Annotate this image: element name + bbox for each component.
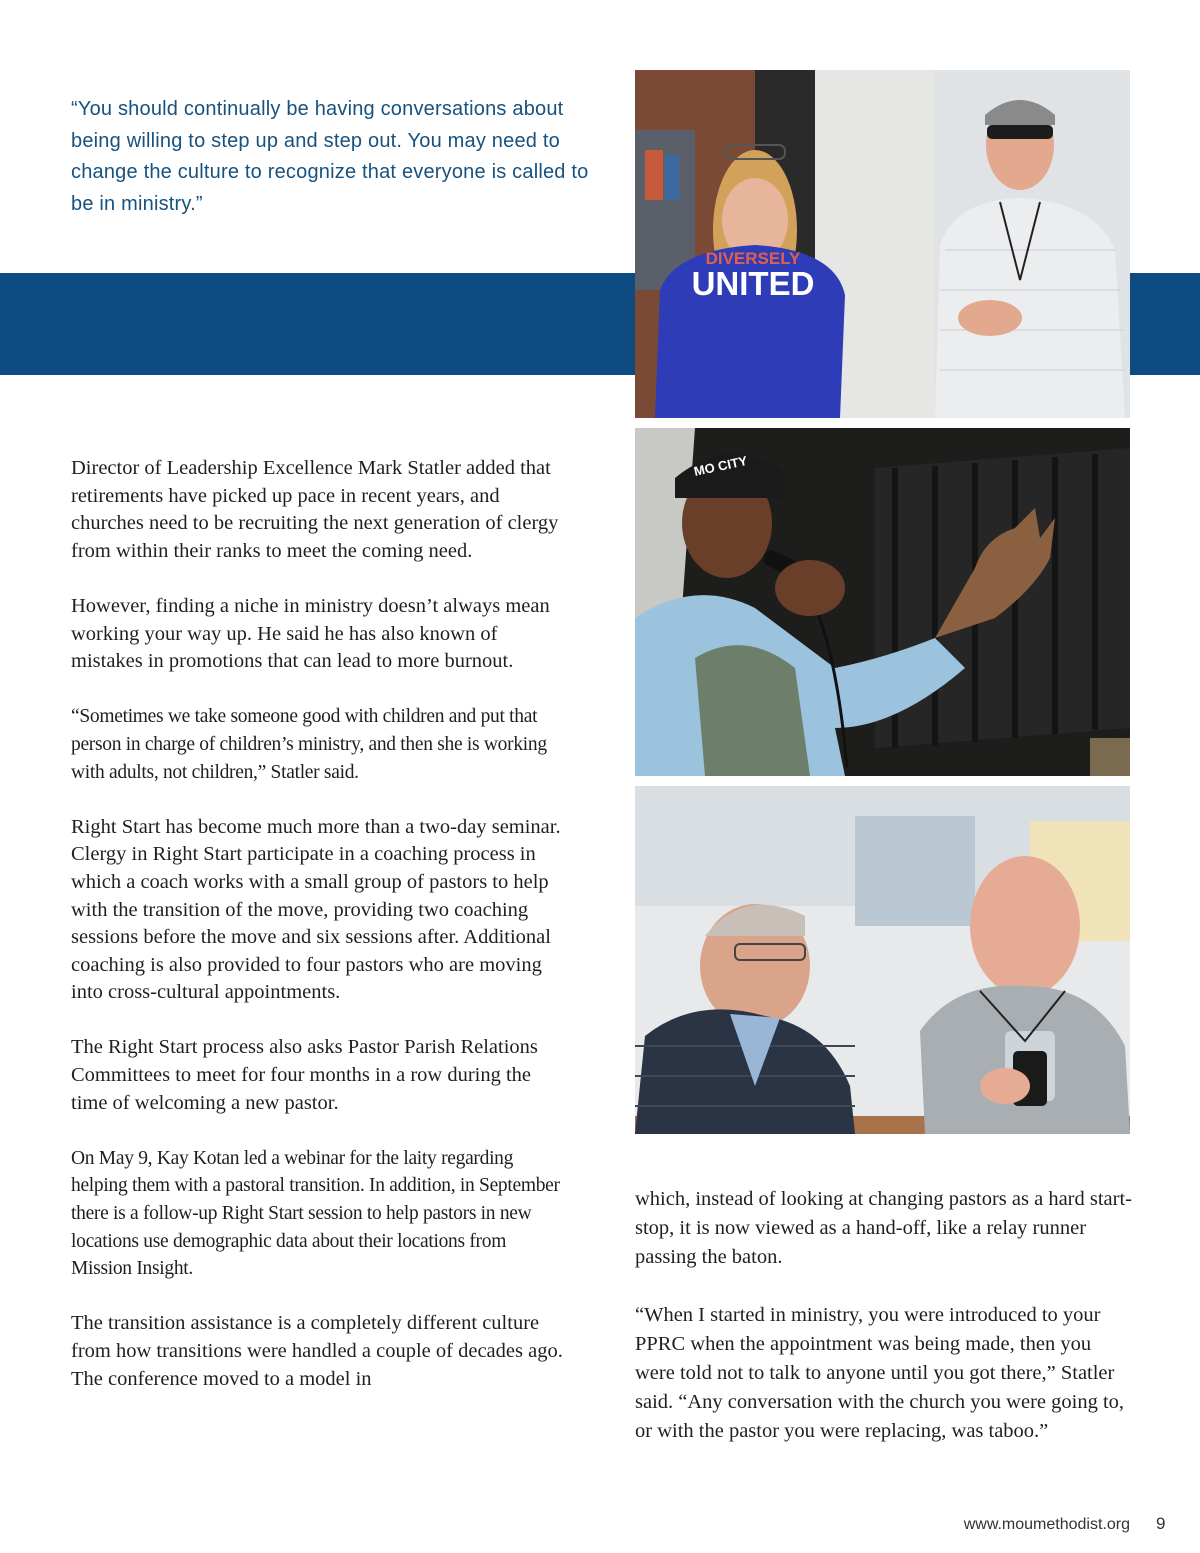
- paragraph-transition-assistance: The transition assistance is a completely different culture from how transitions were handled a couple of decades ago. The conference moved to a model in: [71, 1312, 563, 1390]
- paragraph-webinar: On May 9, Kay Kotan led a webinar for the laity regarding helping them with a pastoral transition. In addition, in September there is a follow-up Right Start session to help pastors in new locations use demographic data about their locations from Mission Insight.: [71, 1147, 560, 1280]
- paragraph-right-start: Right Start has become much more than a two-day seminar. Clergy in Right Start participate in a coaching process in which a coach works with a small group of pastors to help with the transition of the move, providing two coaching sessions before the move and six sessions after. Additional coaching is also provided to four pastors who are moving into cross-cultural appointments.: [71, 815, 561, 1004]
- left-article-column: [71, 455, 571, 1421]
- pull-quote: “You should continually be having conversations about being willing to step up and step out. You may need to change the culture to recognize that everyone is called to be in ministry.”: [71, 98, 589, 215]
- cap-text: MO CITY: [692, 452, 749, 479]
- photo-two-men-with-phone: [635, 786, 1130, 1134]
- paragraph-niche: However, finding a niche in ministry doesn’t always mean working your way up. He said he has also known of mistakes in promotions that can lead to more burnout.: [71, 594, 550, 673]
- shirt-text-united: UNITED: [691, 265, 815, 302]
- shirt-text-diversely: DIVERSELY: [705, 249, 801, 268]
- paragraph-statler-quote: “Sometimes we take someone good with children and put that person in charge of children’s ministry, and then she is working with adults, not children,” Statler said.: [71, 706, 547, 783]
- paragraph-hand-off: which, instead of looking at changing pastors as a hard start-stop, it is now viewed as a hand-off, like a relay runner passing the baton.: [635, 1188, 1132, 1268]
- footer-website-url: www.moumethodist.org: [963, 1516, 1130, 1533]
- paragraph-statler-taboo-quote: “When I started in ministry, you were introduced to your PPRC when the appointment was being made, then you were told not to talk to anyone until you got there,” Statler said. “Any conversation with the church you were going to, or with the pastor you were replacing, was taboo.”: [635, 1304, 1125, 1442]
- paragraph-statler-intro: Director of Leadership Excellence Mark Statler added that retirements have picked up pace in recent years, and churches need to be recruiting the next generation of clergy from within their ranks to meet the coming need.: [71, 457, 559, 562]
- page-number: 9: [1156, 1514, 1166, 1533]
- paragraph-pprc: The Right Start process also asks Pastor Parish Relations Committees to meet for four months in a row during the time of welcoming a new pastor.: [71, 1036, 538, 1114]
- photo-speaker-with-microphone: [635, 428, 1130, 776]
- right-article-column: [635, 1185, 1135, 1475]
- photo-woman-and-man-speaking: [635, 70, 1130, 418]
